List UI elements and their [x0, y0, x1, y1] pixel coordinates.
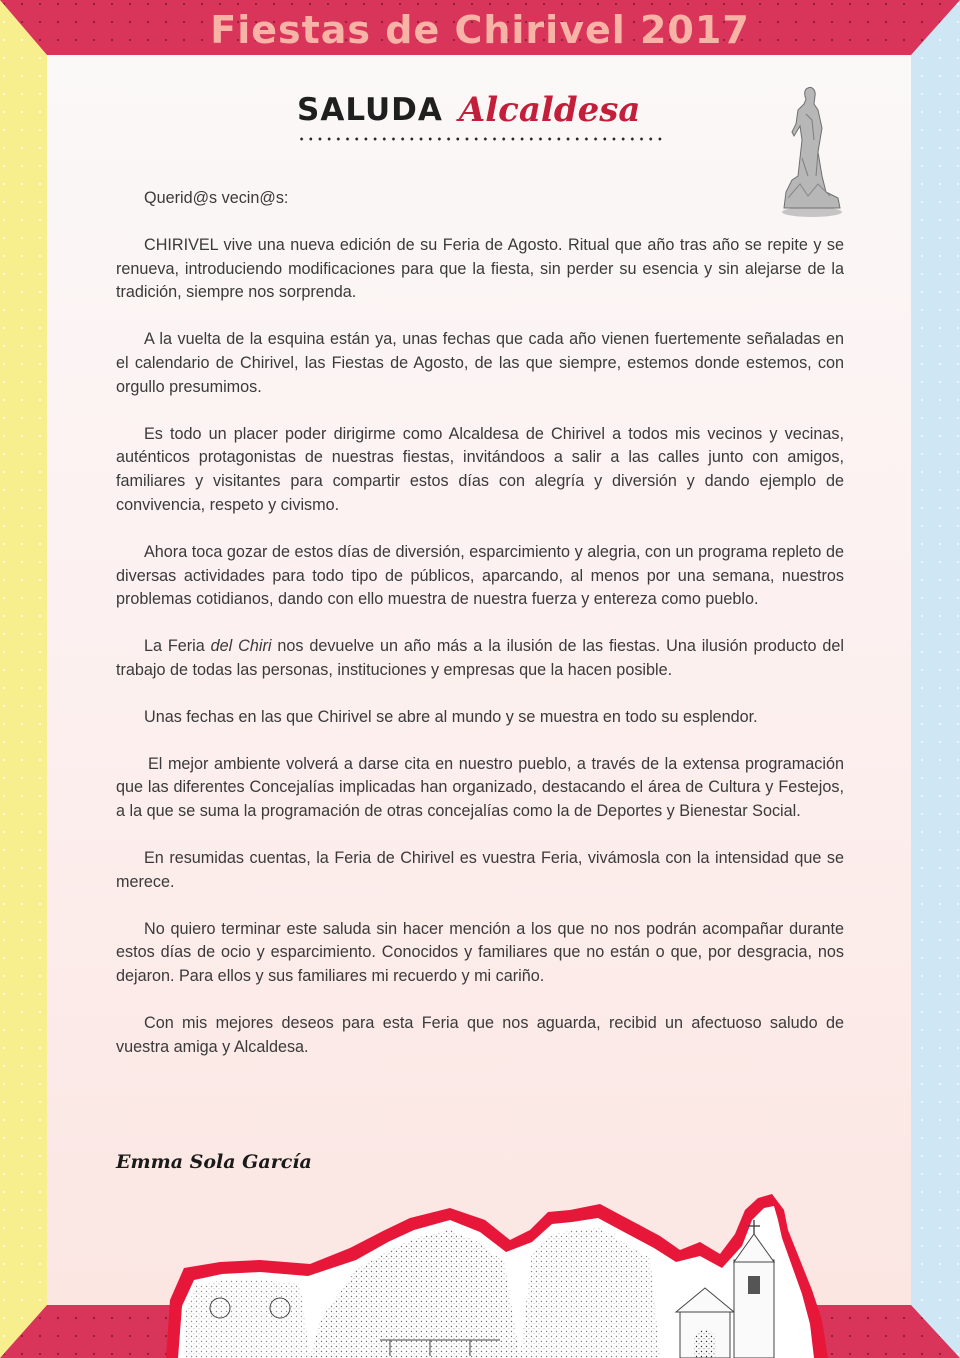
letter-paragraph-1: CHIRIVEL vive una nueva edición de su Feria de Agosto. Ritual que año tras año se repite y se renueva, introduciendo modificaciones para que la fiesta, sin perder su esencia y sin alejarse de la tradición, siempre nos sorprenda. — [116, 235, 844, 302]
letter-paragraph-3: Es todo un placer poder dirigirme como Alcaldesa de Chirivel a todos mis vecinos y vecinas, auténticos protagonistas de nuestras fiestas, invitándoos a salir a las calles junto con amigos, familiares y visitantes para compartir estos días con alegría y diversión y dando ejemplo de convivencia, respeto y civismo. — [116, 424, 844, 514]
letter-greeting: Querid@s vecin@s: — [144, 189, 289, 207]
letter-paragraph-8: En resumidas cuentas, la Feria de Chirivel es vuestra Feria, vivámosla con la intensidad que se merece. — [116, 848, 844, 891]
page-heading — [297, 90, 667, 140]
village-skyline-illustration — [160, 1190, 840, 1358]
letter-paragraph-10: Con mis mejores deseos para esta Feria que nos aguarda, recibid un afectuoso saludo de vuestra amiga y Alcaldesa. — [116, 1013, 844, 1056]
p5-before: La Feria — [144, 637, 211, 656]
letter-paragraph-6: Unas fechas en las que Chirivel se abre al mundo y se muestra en todo su esplendor. — [144, 707, 758, 726]
letter-paragraph-7: El mejor ambiente volverá a darse cita en nuestro pueblo, a través de la extensa programación que las diferentes Concejalías implicadas han organizado, destacando el área de Cultura y Festejos, a la que se suma la programación de otras concejalías como la de Deportes y Bienestar Social. — [116, 754, 844, 821]
letter-paragraph-4: Ahora toca gozar de estos días de diversión, esparcimiento y alegria, con un programa repleto de diversas actividades para todo tipo de públicos, aparcando, al menos por una semana, nuestros problemas cotidianos, dando con ello muestra de nuestra fuerza y entereza como pueblo. — [116, 542, 844, 609]
heading-saluda: SALUDA — [297, 92, 443, 128]
signature: Emma Sola García — [116, 1151, 312, 1173]
letter-body — [116, 187, 844, 1083]
heading-dotted-rule — [297, 136, 665, 142]
heading-role: Alcaldesa — [458, 90, 641, 130]
letter-paragraph-9: No quiero terminar este saluda sin hacer mención a los que no nos podrán acompañar durante estos días de ocio y esparcimiento. Conocidos y familiares que no están o que, por desgracia, nos dejaron. Para ellos y sus familiares mi recuerdo y mi cariño. — [116, 919, 844, 986]
p5-after: nos devuelve un año más a la ilusión de las fiestas. Una ilusión producto del trabajo de todas las personas, instituciones y empresas que la hacen posible. — [116, 637, 844, 679]
letter-paragraph-2: A la vuelta de la esquina están ya, unas fechas que cada año vienen fuertemente señaladas en el calendario de Chirivel, las Fiestas de Agosto, de las que siempre, estemos donde estemos, con orgullo presumimos. — [116, 330, 844, 396]
letter-paragraph-5 — [116, 635, 844, 683]
p5-italic: del Chiri — [210, 637, 272, 656]
banner-title: Fiestas de Chirivel 2017 — [210, 8, 750, 52]
